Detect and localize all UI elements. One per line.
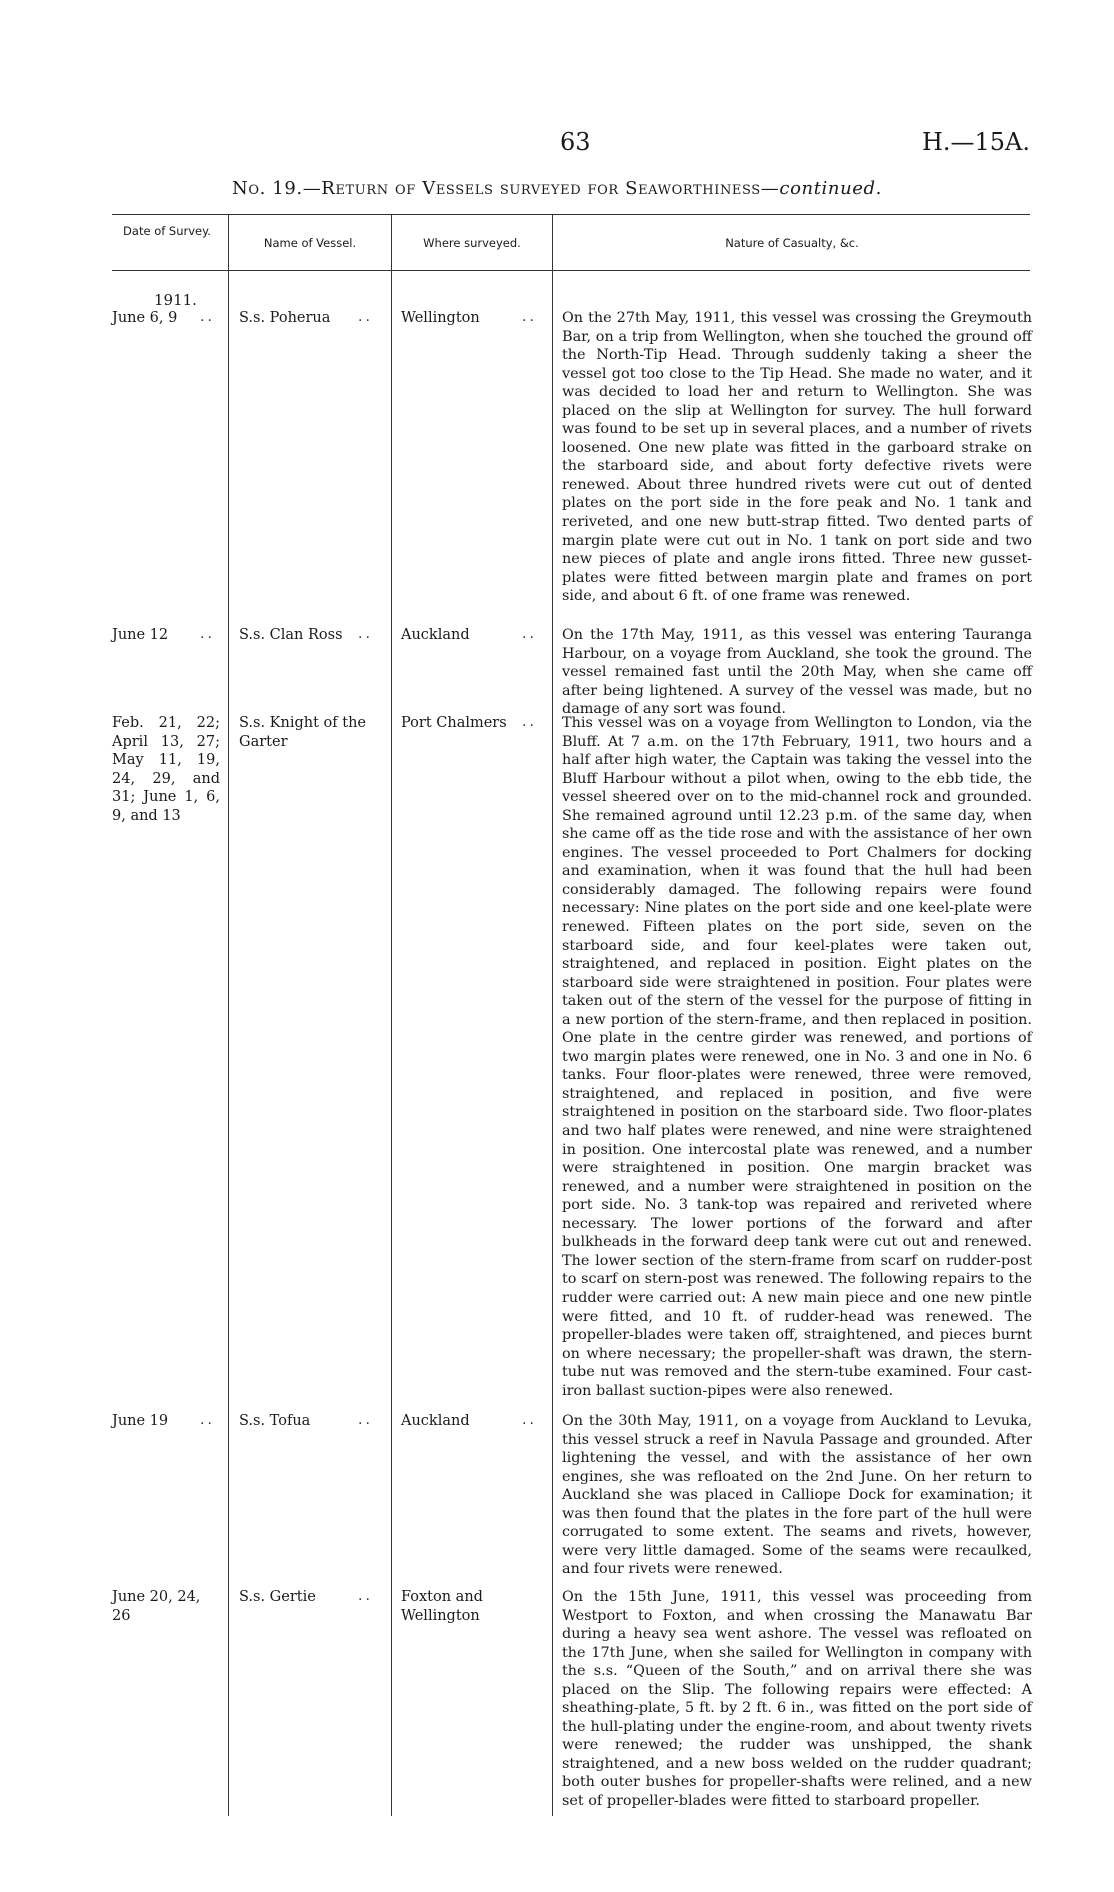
vessel-name: S.s. Gertie	[239, 1589, 316, 1605]
survey-date: Feb. 21, 22; April 13, 27; May 11, 19, 24, 29, and 31; June 1, 6, 9, and 13	[112, 715, 220, 824]
casualty-description: On the 17th May, 1911, as this vessel was entering Tauranga Harbour, on a voyage from Auckland, she took the ground. The vessel remained fast until the 20th May, when she came off after being lightened. A survey of the vessel was made, but no damage of any sort was found.	[562, 627, 1032, 718]
leader-dots: ..	[522, 714, 537, 730]
column-divider-1	[228, 214, 229, 1816]
column-header-vessel: Name of Vessel.	[263, 236, 357, 250]
vessel-name: S.s. Clan Ross	[239, 627, 343, 643]
table-title-continued: continued.	[779, 178, 882, 199]
survey-date: June 6, 9	[112, 310, 178, 326]
column-divider-3	[552, 214, 553, 1816]
leader-dots: ..	[200, 309, 215, 325]
survey-location: Foxton and Wellington	[401, 1589, 483, 1624]
table-top-rule	[112, 214, 1030, 215]
table-title	[0, 178, 1114, 199]
leader-dots: ..	[522, 1412, 537, 1428]
leader-dots: ..	[358, 1588, 373, 1604]
casualty-description: On the 30th May, 1911, on a voyage from Auckland to Levuka, this vessel struck a reef in Navula Passage and grounded. After lightening the vessel, and with the assistance of her own engines, she was refloated on the 2nd June. On her return to Auckland she was placed in Calliope Dock for examination; it was then found that the plates in the fore part of the hull were corrugated to some extent. The seams and rivets, however, were very little damaged. Some of the seams were recaulked, and four rivets were renewed.	[562, 1413, 1032, 1578]
leader-dots: ..	[522, 309, 537, 325]
header-bottom-rule	[112, 270, 1030, 271]
page-number: 63	[560, 128, 591, 156]
leader-dots: ..	[200, 626, 215, 642]
leader-dots: ..	[522, 626, 537, 642]
leader-dots: ..	[200, 1412, 215, 1428]
vessel-name: S.s. Knight of the Garter	[239, 715, 367, 750]
column-header-where: Where surveyed.	[423, 236, 521, 250]
survey-date: June 12	[112, 627, 169, 643]
leader-dots: ..	[358, 626, 373, 642]
document-code: H.—15A.	[921, 128, 1030, 156]
table-title-main: No. 19.—Return of Vessels surveyed for Seaworthiness—	[232, 178, 780, 199]
survey-location: Auckland	[401, 1413, 470, 1429]
casualty-description: On the 27th May, 1911, this vessel was crossing the Greymouth Bar, on a trip from Wellington, when she touched the ground off the North-Tip Head. Through suddenly taking a sheer the vessel got too close to the Tip Head. She made no water, and it was decided to load her and return to Wellington. She was placed on the slip at Wellington for survey. The hull forward was found to be set up in several places, and a number of rivets loosened. One new plate was fitted in the garboard strake on the starboard side, and about forty defective rivets were renewed. About three hundred rivets were cut out of dented plates on the port side in the fore peak and No. 1 tank and reriveted, and one new butt-strap fitted. Two dented parts of margin plate were cut out in No. 1 tank on port side and two new pieces of plate and angle irons fitted. Three new gusset-plates were fitted between margin plate and frames on port side, and about 6 ft. of one frame was renewed.	[562, 310, 1032, 605]
column-header-date: Date of Survey.	[123, 224, 211, 238]
survey-location: Wellington	[401, 310, 480, 326]
survey-location: Port Chalmers	[401, 715, 507, 731]
column-header-nature: Nature of Casualty, &c.	[725, 236, 859, 250]
column-divider-2	[391, 214, 392, 1816]
casualty-description: This vessel was on a voyage from Wellington to London, via the Bluff. At 7 a.m. on the 17th February, 1911, two hours and a half after high water, the Captain was taking the vessel into the Bluff Harbour without a pilot when, owing to the ebb tide, the vessel sheered over on to the mid-channel rock and grounded. She remained aground until 12.23 p.m. of the same day, when she came off as the tide rose and with the assistance of her own engines. The vessel proceeded to Port Chalmers for docking and examination, when it was found that the hull had been considerably damaged. The following repairs were found necessary: Nine plates on the port side and one keel-plate were renewed. Fifteen plates on the port side, seven on the starboard side, and four keel-plates were taken out, straightened, and replaced in position. Eight plates on the starboard side were straightened in position. Four plates were taken out of the stern of the vessel for the purpose of fitting in a new portion of the stern-frame, and then replaced in position. One plate in the centre girder was renewed, and portions of two margin plates were renewed, one in No. 3 and one in No. 6 tanks. Four floor-plates were renewed, three were removed, straightened, and replaced in position, and five were straightened in position on the starboard side. Two floor-plates and two half plates were renewed, and nine were straightened in position. One intercostal plate was renewed, and a number were straightened in position. One margin bracket was renewed, and a number were straightened in position on the port side. No. 3 tank-top was repaired and reriveted where necessary. The lower portions of the forward and after bulkheads in the forward deep tank were cut out and renewed. The lower section of the stern-frame from scarf on rudder-post to scarf on stern-post was renewed. The following repairs to the rudder were carried out: A new main piece and one new pintle were fitted, and 10 ft. of rudder-head was renewed. The propeller-blades were taken off, straightened, and pieces burnt on where necessary; the propeller-shaft was drawn, the stern-tube nut was removed and the stern-tube examined. Four cast-iron ballast suction-pipes were also renewed.	[562, 715, 1032, 1399]
leader-dots: ..	[358, 309, 373, 325]
vessel-name: S.s. Poherua	[239, 310, 331, 326]
survey-date: June 19	[112, 1413, 169, 1429]
survey-location: Auckland	[401, 627, 470, 643]
casualty-description: On the 15th June, 1911, this vessel was proceeding from Westport to Foxton, and when crossing the Manawatu Bar during a heavy sea went ashore. The vessel was refloated on the 17th June, when she sailed for Wellington in company with the s.s. “Queen of the South,” and on arrival there she was placed on the Slip. The following repairs were effected: A sheathing-plate, 5 ft. by 2 ft. 6 in., was fitted on the port side of the hull-plating under the engine-room, and about twenty rivets were renewed; the rudder was unshipped, the shank straightened, and a new boss welded on the rudder quadrant; both outer bushes for propeller-shafts were relined, and a new set of propeller-blades were fitted to starboard propeller.	[562, 1589, 1032, 1810]
year-label: 1911.	[154, 291, 197, 309]
leader-dots: ..	[358, 1412, 373, 1428]
vessel-name: S.s. Tofua	[239, 1413, 311, 1429]
survey-date: June 20, 24, 26	[112, 1589, 201, 1624]
